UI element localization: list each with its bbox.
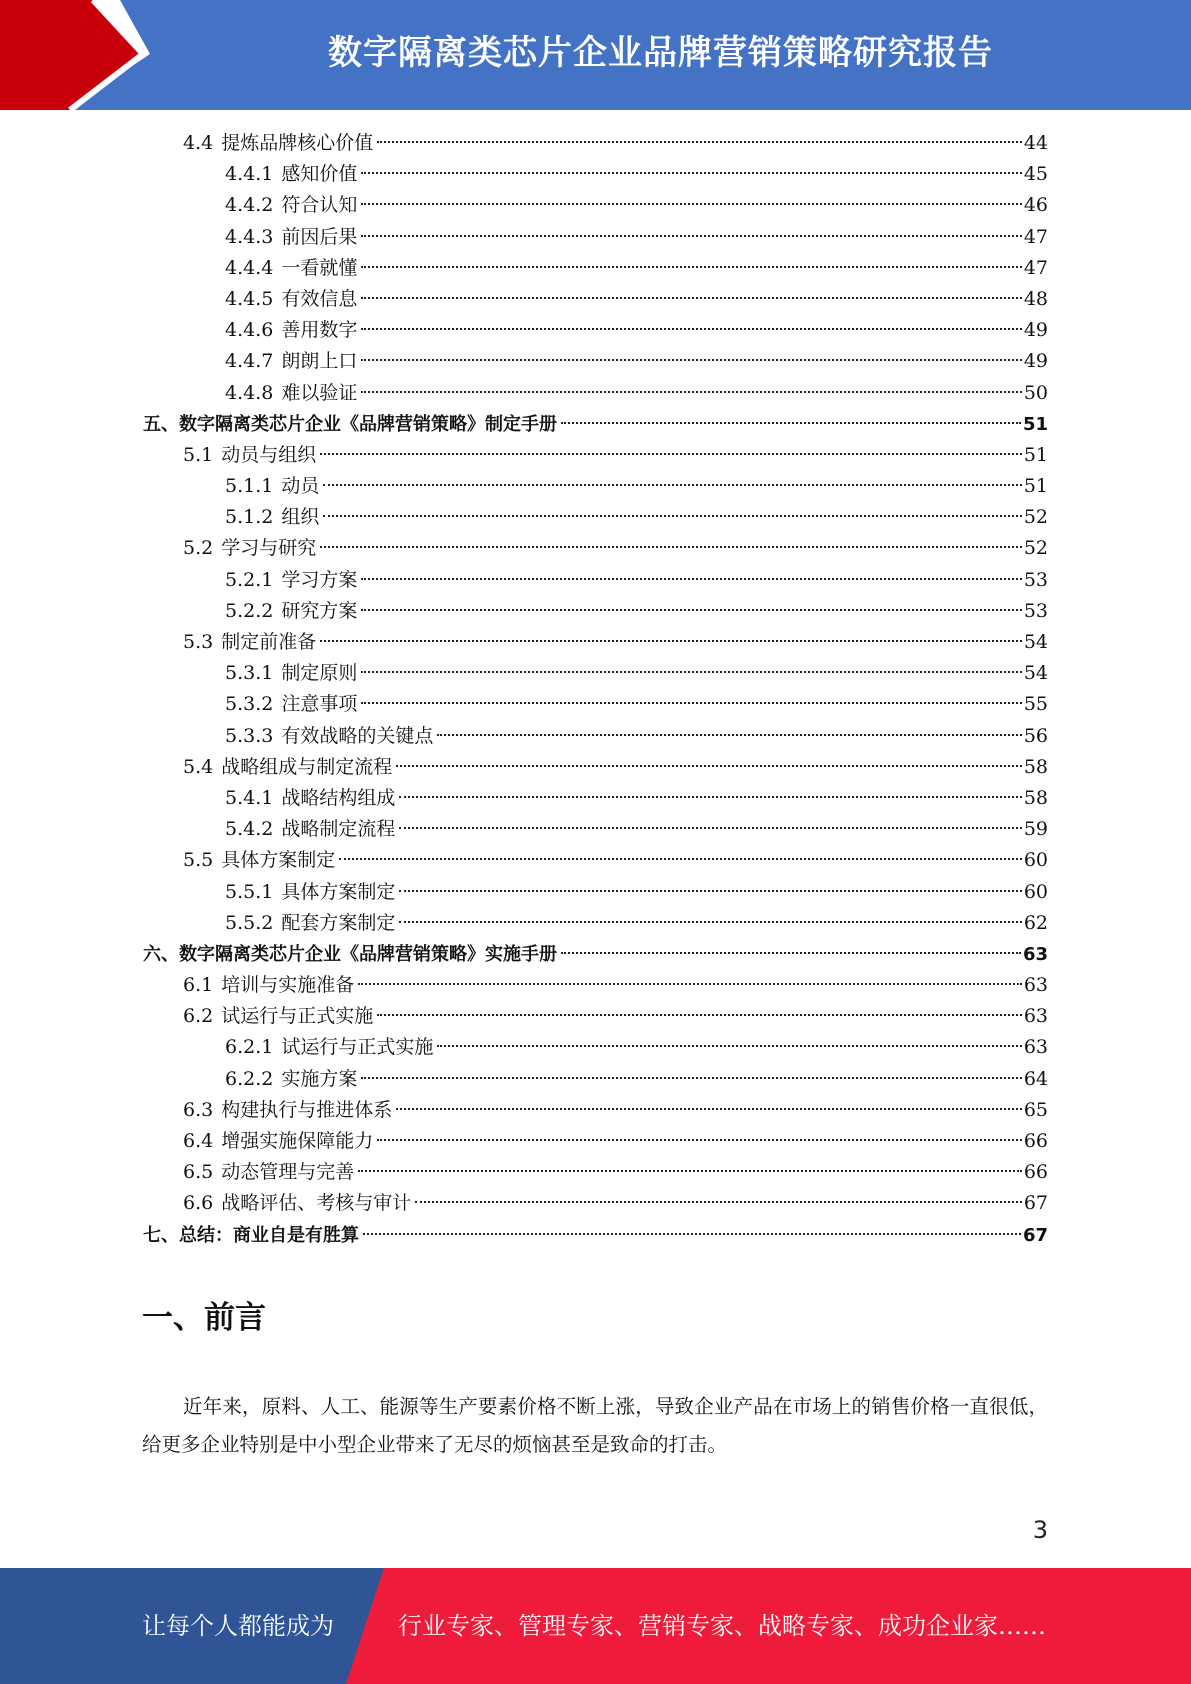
toc-entry-number: 6.4 xyxy=(183,1130,214,1152)
toc-entry[interactable] xyxy=(0,752,1191,783)
toc-entry[interactable] xyxy=(0,970,1191,1001)
toc-dot-leader xyxy=(361,297,1021,299)
toc-entry-title: 具体方案制定 xyxy=(221,849,336,872)
toc-dot-leader xyxy=(361,203,1021,205)
toc-entry[interactable] xyxy=(0,409,1191,440)
toc-entry-page: 66 xyxy=(1023,1161,1048,1184)
toc-entry-page: 67 xyxy=(1023,1192,1048,1215)
toc-entry-number: 6.2.2 xyxy=(225,1067,274,1090)
header-banner xyxy=(0,0,1191,110)
toc-entry-title: 善用数字 xyxy=(281,319,358,342)
toc-dot-leader xyxy=(399,827,1021,829)
toc-entry-title: 制定原则 xyxy=(281,662,358,685)
toc-entry-title: 提炼品牌核心价值 xyxy=(221,132,374,154)
toc-entry-page: 56 xyxy=(1023,724,1048,747)
toc-dot-leader xyxy=(358,1170,1022,1172)
footer-slogan-right: 行业专家、管理专家、营销专家、战略专家、成功企业家…… xyxy=(398,1612,1046,1640)
toc-entry-number: 4.4.5 xyxy=(225,287,274,310)
toc-entry-number: 4.4.3 xyxy=(225,225,274,248)
toc-entry-number: 4.4.2 xyxy=(225,194,274,217)
toc-dot-leader xyxy=(399,921,1021,923)
toc-entry-number: 6.2 xyxy=(183,1005,214,1028)
toc-entry-title: 试运行与正式实施 xyxy=(281,1036,434,1059)
toc-entry-number: 4.4 xyxy=(183,132,214,154)
toc-entry[interactable] xyxy=(0,939,1191,970)
toc-entry[interactable] xyxy=(0,190,1191,221)
document-title: 数字隔离类芯片企业品牌营销策略研究报告 xyxy=(328,33,993,73)
toc-entry-page: 54 xyxy=(1023,631,1048,653)
toc-dot-leader xyxy=(361,359,1021,361)
toc-entry-page: 53 xyxy=(1023,599,1048,622)
toc-entry[interactable] xyxy=(0,908,1191,939)
toc-entry-title: 注意事项 xyxy=(281,693,358,716)
toc-dot-leader xyxy=(361,266,1021,268)
toc-entry-number: 5.3 xyxy=(183,631,214,653)
toc-dot-leader xyxy=(361,328,1021,330)
toc-entry-title: 感知价值 xyxy=(281,163,358,186)
toc-entry-page: 45 xyxy=(1023,163,1048,186)
toc-entry-title: 战略结构组成 xyxy=(281,786,396,809)
toc-entry-title: 学习与研究 xyxy=(221,537,317,560)
toc-dot-leader xyxy=(361,671,1021,673)
toc-entry-number: 4.4.1 xyxy=(225,163,274,186)
toc-dot-leader xyxy=(361,235,1021,237)
toc-entry-title: 朗朗上口 xyxy=(281,350,358,373)
toc-entry[interactable] xyxy=(0,253,1191,284)
toc-entry-page: 66 xyxy=(1023,1130,1048,1152)
toc-dot-leader xyxy=(339,858,1022,860)
toc-entry-number: 6.2.1 xyxy=(225,1036,274,1059)
toc-entry[interactable] xyxy=(0,845,1191,876)
toc-dot-leader xyxy=(561,952,1021,954)
footer-slogan-left: 让每个人都能成为 xyxy=(142,1612,334,1640)
toc-dot-leader xyxy=(377,1014,1022,1016)
toc-entry-number: 5.2.1 xyxy=(225,568,274,591)
toc-entry-number: 5.1.1 xyxy=(225,475,274,498)
toc-dot-leader xyxy=(561,422,1021,424)
toc-entry[interactable] xyxy=(0,128,1191,159)
section-heading: 一、前言 xyxy=(142,1300,266,1336)
toc-entry-title: 战略评估、考核与审计 xyxy=(221,1192,412,1215)
toc-entry[interactable] xyxy=(0,315,1191,346)
toc-entry[interactable] xyxy=(0,1032,1191,1063)
toc-entry-page: 63 xyxy=(1022,943,1048,965)
toc-entry-title: 动员与组织 xyxy=(221,443,317,466)
toc-entry-title: 六、数字隔离类芯片企业《品牌营销策略》实施手册 xyxy=(143,943,557,965)
toc-dot-leader xyxy=(415,1201,1022,1203)
toc-entry-number: 6.3 xyxy=(183,1098,214,1121)
toc-entry-page: 59 xyxy=(1023,818,1048,841)
toc-dot-leader xyxy=(437,734,1021,736)
toc-dot-leader xyxy=(396,1108,1022,1110)
toc-dot-leader xyxy=(323,515,1021,517)
toc-entry-number: 5.2.2 xyxy=(225,599,274,622)
toc-entry-number: 5.5 xyxy=(183,849,214,872)
toc-entry-page: 58 xyxy=(1023,755,1048,778)
toc-entry-page: 47 xyxy=(1023,256,1048,279)
toc-entry-title: 试运行与正式实施 xyxy=(221,1005,374,1028)
toc-entry-page: 52 xyxy=(1023,537,1048,560)
toc-entry[interactable] xyxy=(0,658,1191,689)
toc-entry-title: 具体方案制定 xyxy=(281,880,396,903)
toc-entry-page: 65 xyxy=(1023,1098,1048,1121)
toc-dot-leader xyxy=(361,609,1021,611)
toc-dot-leader xyxy=(361,172,1021,174)
toc-entry[interactable] xyxy=(0,721,1191,752)
toc-entry-page: 44 xyxy=(1023,132,1048,154)
toc-entry-page: 60 xyxy=(1023,880,1048,903)
toc-entry-number: 6.5 xyxy=(183,1161,214,1184)
toc-entry-title: 增强实施保障能力 xyxy=(221,1130,374,1152)
toc-entry[interactable] xyxy=(0,627,1191,658)
toc-dot-leader xyxy=(361,391,1021,393)
toc-entry[interactable] xyxy=(0,1157,1191,1188)
toc-entry-number: 4.4.4 xyxy=(225,256,274,279)
toc-entry-number: 6.6 xyxy=(183,1192,214,1215)
toc-entry[interactable] xyxy=(0,284,1191,315)
toc-entry-title: 有效战略的关键点 xyxy=(281,724,434,747)
toc-entry-number: 5.3.1 xyxy=(225,662,274,685)
toc-entry-number: 5.5.1 xyxy=(225,880,274,903)
toc-entry-page: 51 xyxy=(1022,413,1048,435)
toc-entry-page: 49 xyxy=(1023,350,1048,373)
toc-entry-title: 战略制定流程 xyxy=(281,818,396,841)
toc-dot-leader xyxy=(399,796,1021,798)
toc-entry[interactable] xyxy=(0,471,1191,502)
toc-dot-leader xyxy=(320,546,1022,548)
toc-entry-title: 战略组成与制定流程 xyxy=(221,755,393,778)
toc-entry-page: 63 xyxy=(1023,974,1048,997)
toc-entry-title: 前因后果 xyxy=(281,225,358,248)
toc-entry[interactable] xyxy=(0,1001,1191,1032)
table-of-contents xyxy=(0,128,1191,1251)
toc-entry-number: 5.2 xyxy=(183,537,214,560)
toc-entry[interactable] xyxy=(0,440,1191,471)
toc-dot-leader xyxy=(396,765,1022,767)
toc-entry-page: 63 xyxy=(1023,1036,1048,1059)
toc-entry[interactable] xyxy=(0,689,1191,720)
toc-entry-page: 48 xyxy=(1023,287,1048,310)
toc-dot-leader xyxy=(361,702,1021,704)
toc-entry-number: 5.1 xyxy=(183,443,214,466)
toc-entry-page: 53 xyxy=(1023,568,1048,591)
toc-dot-leader xyxy=(377,141,1022,143)
toc-dot-leader xyxy=(363,1233,1021,1235)
toc-entry-number: 5.3.3 xyxy=(225,724,274,747)
toc-entry-title: 组织 xyxy=(281,506,320,529)
toc-dot-leader xyxy=(320,453,1022,455)
toc-entry-page: 58 xyxy=(1023,786,1048,809)
toc-entry[interactable] xyxy=(0,159,1191,190)
toc-dot-leader xyxy=(320,640,1022,642)
toc-entry[interactable] xyxy=(0,378,1191,409)
toc-entry-number: 4.4.8 xyxy=(225,381,274,404)
toc-dot-leader xyxy=(361,1077,1021,1079)
toc-entry-title: 动员 xyxy=(281,475,320,498)
toc-entry-number: 4.4.6 xyxy=(225,319,274,342)
toc-entry[interactable] xyxy=(0,502,1191,533)
toc-entry-number: 5.5.2 xyxy=(225,911,274,934)
toc-entry[interactable] xyxy=(0,533,1191,564)
toc-entry-title: 实施方案 xyxy=(281,1067,358,1090)
toc-entry[interactable] xyxy=(0,783,1191,814)
toc-entry[interactable] xyxy=(0,1095,1191,1126)
toc-entry-title: 培训与实施准备 xyxy=(221,974,355,997)
toc-entry[interactable] xyxy=(0,877,1191,908)
toc-entry-page: 67 xyxy=(1022,1224,1048,1246)
toc-entry-title: 研究方案 xyxy=(281,599,358,622)
toc-entry-page: 49 xyxy=(1023,319,1048,342)
toc-dot-leader xyxy=(323,484,1021,486)
toc-entry-page: 64 xyxy=(1023,1067,1048,1090)
toc-entry-page: 47 xyxy=(1023,225,1048,248)
toc-entry[interactable] xyxy=(0,1126,1191,1157)
toc-entry-title: 有效信息 xyxy=(281,287,358,310)
toc-dot-leader xyxy=(377,1139,1022,1141)
toc-entry-title: 符合认知 xyxy=(281,194,358,217)
toc-entry-page: 55 xyxy=(1023,693,1048,716)
toc-entry-title: 配套方案制定 xyxy=(281,911,396,934)
footer-banner xyxy=(0,1568,1191,1684)
toc-entry-page: 63 xyxy=(1023,1005,1048,1028)
toc-entry-title: 五、数字隔离类芯片企业《品牌营销策略》制定手册 xyxy=(143,413,557,435)
toc-entry-page: 52 xyxy=(1023,506,1048,529)
toc-entry-title: 构建执行与推进体系 xyxy=(221,1098,393,1121)
toc-entry-page: 50 xyxy=(1023,381,1048,404)
toc-entry-page: 62 xyxy=(1023,911,1048,934)
toc-entry-page: 46 xyxy=(1023,194,1048,217)
toc-entry-title: 学习方案 xyxy=(281,568,358,591)
toc-dot-leader xyxy=(437,1045,1021,1047)
toc-entry-page: 51 xyxy=(1023,475,1048,498)
toc-dot-leader xyxy=(358,983,1022,985)
toc-entry-page: 51 xyxy=(1023,443,1048,466)
toc-entry[interactable] xyxy=(0,346,1191,377)
toc-entry[interactable] xyxy=(0,1188,1191,1219)
toc-entry-title: 动态管理与完善 xyxy=(221,1161,355,1184)
toc-entry-page: 60 xyxy=(1023,849,1048,872)
toc-entry-title: 七、总结：商业自是有胜算 xyxy=(143,1224,359,1246)
body-paragraph: 近年来，原料、人工、能源等生产要素价格不断上涨，导致企业产品在市场上的销售价格一直很低，给更多企业特别是中小型企业带来了无尽的烦恼甚至是致命的打击。 xyxy=(142,1395,1048,1456)
toc-entry-title: 一看就懂 xyxy=(281,256,358,279)
toc-dot-leader xyxy=(399,890,1021,892)
toc-entry-number: 5.4 xyxy=(183,755,214,778)
toc-entry-number: 5.4.1 xyxy=(225,786,274,809)
toc-entry-page: 54 xyxy=(1023,662,1048,685)
toc-dot-leader xyxy=(361,578,1021,580)
page-number: 3 xyxy=(1032,1516,1048,1544)
toc-entry[interactable] xyxy=(0,565,1191,596)
toc-entry[interactable] xyxy=(0,1220,1191,1251)
toc-entry-number: 5.4.2 xyxy=(225,818,274,841)
toc-entry-number: 5.3.2 xyxy=(225,693,274,716)
toc-entry[interactable] xyxy=(0,1064,1191,1095)
toc-entry-number: 4.4.7 xyxy=(225,350,274,373)
toc-entry[interactable] xyxy=(0,222,1191,253)
toc-entry-title: 制定前准备 xyxy=(221,631,317,653)
toc-entry-number: 6.1 xyxy=(183,974,214,997)
toc-entry[interactable] xyxy=(0,596,1191,627)
toc-entry-number: 5.1.2 xyxy=(225,506,274,529)
toc-entry-title: 难以验证 xyxy=(281,381,358,404)
toc-entry[interactable] xyxy=(0,814,1191,845)
